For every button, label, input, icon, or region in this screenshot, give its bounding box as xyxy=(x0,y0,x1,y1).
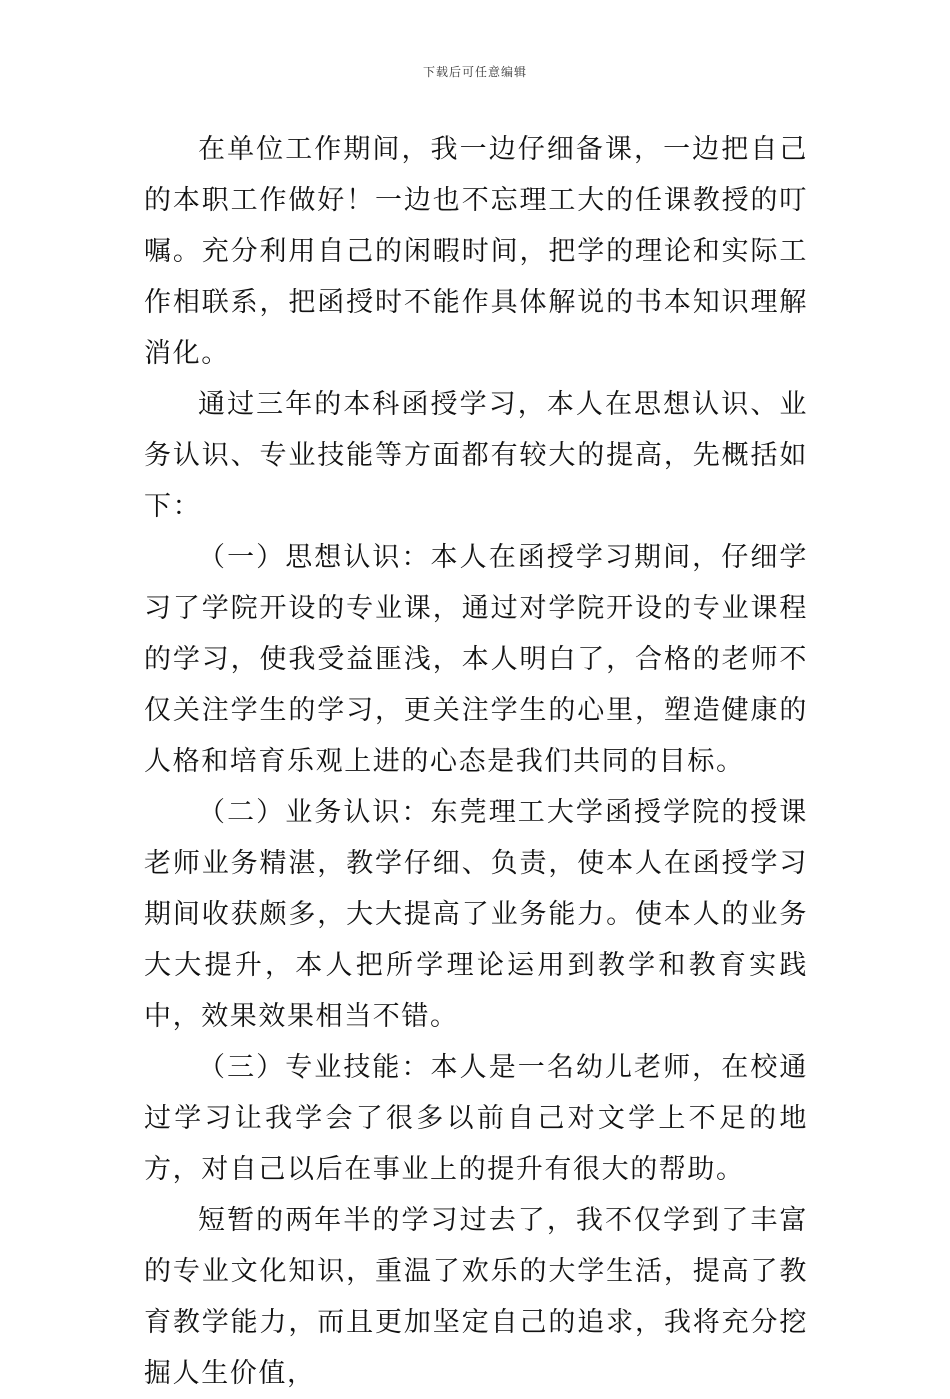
document-body xyxy=(144,124,808,1399)
paragraph-professional-skills: （三）专业技能：本人是一名幼儿老师，在校通过学习让我学会了很多以前自己对文学上不足的地方，对自己以后在事业上的提升有很大的帮助。 xyxy=(144,1052,808,1185)
paragraph-work-period: 在单位工作期间，我一边仔细备课，一边把自己的本职工作做好！一边也不忘理工大的任课教授的叮嘱。充分利用自己的闲暇时间，把学的理论和实际工作相联系，把函授时不能作具体解说的书本知识理解消化。 xyxy=(144,134,808,369)
paragraph-study-summary: 通过三年的本科函授学习，本人在思想认识、业务认识、专业技能等方面都有较大的提高，先概括如下： xyxy=(144,389,808,522)
paragraph-ideological-understanding: （一）思想认识：本人在函授学习期间，仔细学习了学院开设的专业课，通过对学院开设的专业课程的学习，使我受益匪浅，本人明白了，合格的老师不仅关注学生的学习，更关注学生的心里，塑造健康的人格和培育乐观上进的心态是我们共同的目标。 xyxy=(144,542,808,777)
paragraph-business-understanding: （二）业务认识：东莞理工大学函授学院的授课老师业务精湛，教学仔细、负责，使本人在函授学习期间收获颇多，大大提高了业务能力。使本人的业务大大提升，本人把所学理论运用到教学和教育实践中，效果效果相当不错。 xyxy=(144,797,808,1032)
paragraph-conclusion: 短暂的两年半的学习过去了，我不仅学到了丰富的专业文化知识，重温了欢乐的大学生活，提高了教育教学能力，而且更加坚定自己的追求，我将充分挖掘人生价值， xyxy=(144,1205,808,1389)
page-header: 下载后可任意编辑 xyxy=(422,65,527,79)
